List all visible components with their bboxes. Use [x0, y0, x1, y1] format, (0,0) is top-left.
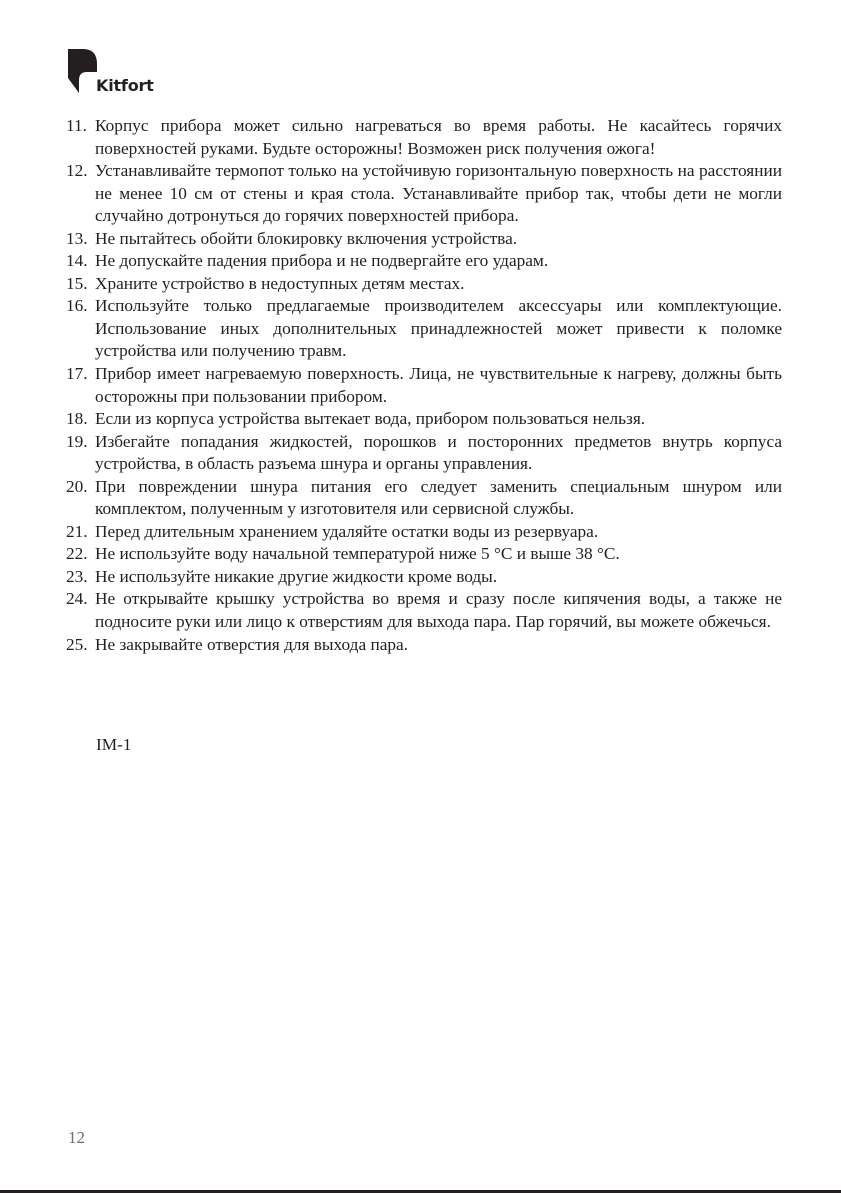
- rule-number: 18.: [66, 409, 88, 429]
- rule-number: 12.: [66, 161, 88, 181]
- rule-text: Не пытайтесь обойти блокировку включения устройства.: [95, 228, 518, 248]
- rule-item: [66, 160, 782, 228]
- rule-item: [66, 476, 782, 521]
- rule-item: [66, 273, 782, 296]
- rule-number: 20.: [66, 476, 88, 496]
- rule-item: [66, 543, 782, 566]
- rule-item: [66, 295, 782, 363]
- brand-logo: [68, 49, 168, 99]
- rule-text: Не допускайте падения прибора и не подвергайте его ударам.: [95, 251, 549, 271]
- rule-text: Храните устройство в недоступных детям местах.: [95, 273, 465, 293]
- rule-number: 11.: [66, 116, 87, 135]
- rule-item: [66, 115, 782, 160]
- rule-text: Корпус прибора может сильно нагреваться во время работы. Не касайтесь горячих поверхностей руками. Будьте осторожны! Возможен риск получения ожога!: [95, 116, 782, 158]
- rule-text: Перед длительным хранением удаляйте остатки воды из резервуара.: [95, 521, 599, 541]
- rule-text: Не используйте воду начальной температурой ниже 5 °C и выше 38 °C.: [95, 544, 620, 564]
- rule-number: 13.: [66, 228, 88, 248]
- rule-number: 21.: [66, 521, 88, 541]
- kitfort-flag-logo-icon: [68, 49, 98, 95]
- rule-item: [66, 431, 782, 476]
- rule-text: Избегайте попадания жидкостей, порошков и посторонних предметов внутрь корпуса устройства, в область разъема шнура и органы управления.: [95, 431, 782, 474]
- rule-number: 24.: [66, 589, 88, 609]
- rule-number: 23.: [66, 566, 88, 586]
- rule-item: [66, 588, 782, 633]
- rule-text: Не используйте никакие другие жидкости кроме воды.: [95, 566, 498, 586]
- rule-text: Прибор имеет нагреваемую поверхность. Лица, не чувствительные к нагреву, должны быть осторожны при пользовании прибором.: [95, 364, 782, 406]
- rule-item: [66, 228, 782, 251]
- safety-rules-list: [66, 115, 782, 656]
- rule-number: 19.: [66, 431, 88, 451]
- rule-item: [66, 363, 782, 408]
- rule-text: Устанавливайте термопот только на устойчивую горизонтальную поверхность на расстоянии не менее 10 см от стены и края стола. Устанавливайте прибор так, чтобы дети не могли случайно дотронуться до горячих поверхностей прибора.: [95, 161, 782, 226]
- rule-number: 16.: [66, 296, 88, 316]
- rule-text: При повреждении шнура питания его следует заменить специальным шнуром или комплектом, полученным у изготовителя или сервисной службы.: [95, 476, 782, 519]
- rule-number: 25.: [66, 634, 88, 654]
- rule-text: Если из корпуса устройства вытекает вода, прибором пользоваться нельзя.: [95, 409, 646, 429]
- rule-text: Используйте только предлагаемые производителем аксессуары или комплектующие. Использование иных дополнительных принадлежностей может привести к поломке устройства или получению травм.: [95, 296, 782, 361]
- rule-item: [66, 566, 782, 589]
- rule-item: [66, 408, 782, 431]
- rule-item: [66, 634, 782, 657]
- rule-number: 15.: [66, 273, 88, 293]
- rule-number: 17.: [66, 364, 88, 384]
- rule-item: [66, 521, 782, 544]
- rule-text: Не закрывайте отверстия для выхода пара.: [95, 634, 408, 654]
- page-number: 12: [68, 1128, 85, 1147]
- document-code: IM-1: [96, 735, 132, 754]
- rule-number: 14.: [66, 251, 88, 271]
- rule-text: Не открывайте крышку устройства во время и сразу после кипячения воды, а также не подносите руки или лицо к отверстиям для выхода пара. Пар горячий, вы можете обжечься.: [95, 589, 782, 632]
- rule-item: [66, 250, 782, 273]
- brand-name: Kitfort: [96, 76, 154, 95]
- rule-number: 22.: [66, 544, 88, 564]
